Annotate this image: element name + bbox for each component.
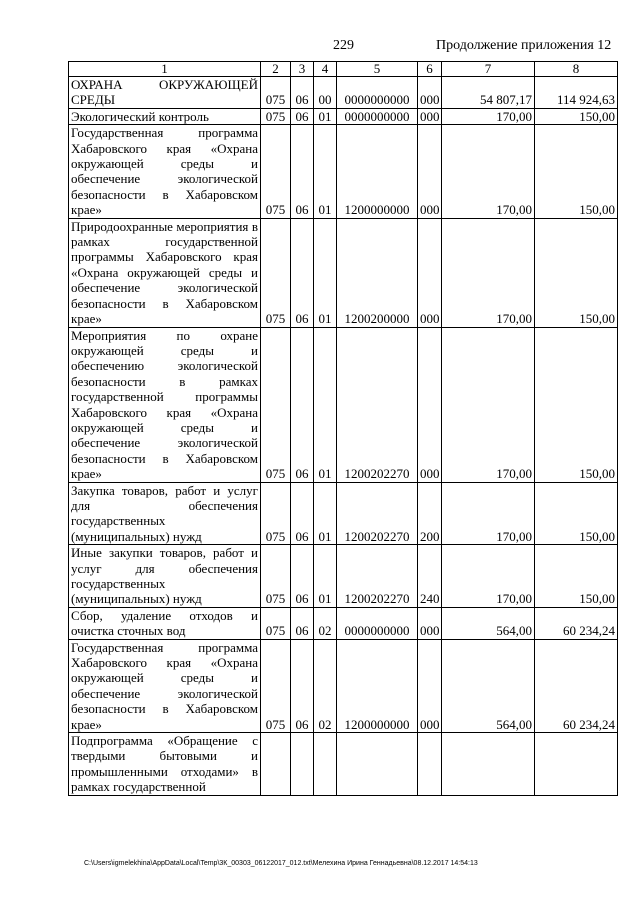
ministry-code-cell: 075 xyxy=(261,639,291,732)
column-number-header: 4 xyxy=(314,62,337,77)
column-number-header: 7 xyxy=(442,62,535,77)
amount-cell xyxy=(535,733,618,796)
expense-type-cell: 000 xyxy=(418,125,442,218)
ministry-code-cell xyxy=(261,733,291,796)
expense-type-cell xyxy=(418,733,442,796)
target-article-cell: 1200202270 xyxy=(337,482,418,545)
section-code-cell: 06 xyxy=(291,545,314,608)
target-article-cell: 0000000000 xyxy=(337,77,418,109)
table-row xyxy=(69,327,618,482)
amount-cell: 564,00 xyxy=(442,639,535,732)
subsection-code-cell: 02 xyxy=(314,607,337,639)
section-code-cell: 06 xyxy=(291,77,314,109)
column-number-header: 5 xyxy=(337,62,418,77)
row-name-cell: Иные закупки товаров, работ и услуг для обеспечения государственных (муниципальных) нужд xyxy=(69,545,261,608)
amount-cell: 150,00 xyxy=(535,482,618,545)
table-row xyxy=(69,733,618,796)
column-number-header: 3 xyxy=(291,62,314,77)
amount-cell: 170,00 xyxy=(442,482,535,545)
expense-type-cell: 000 xyxy=(418,108,442,124)
expense-type-cell: 240 xyxy=(418,545,442,608)
target-article-cell xyxy=(337,733,418,796)
subsection-code-cell: 01 xyxy=(314,218,337,327)
expense-type-cell: 000 xyxy=(418,327,442,482)
table-row xyxy=(69,125,618,218)
table-row xyxy=(69,545,618,608)
target-article-cell: 0000000000 xyxy=(337,607,418,639)
section-code-cell: 06 xyxy=(291,125,314,218)
amount-cell: 150,00 xyxy=(535,545,618,608)
row-name-cell: Экологический контроль xyxy=(69,108,261,124)
ministry-code-cell: 075 xyxy=(261,108,291,124)
amount-cell: 150,00 xyxy=(535,108,618,124)
section-code-cell: 06 xyxy=(291,639,314,732)
appendix-continuation-note: Продолжение приложения 12 xyxy=(436,38,612,53)
subsection-code-cell: 01 xyxy=(314,327,337,482)
amount-cell: 150,00 xyxy=(535,125,618,218)
amount-cell: 170,00 xyxy=(442,218,535,327)
amount-cell: 564,00 xyxy=(442,607,535,639)
budget-table-body xyxy=(69,62,618,796)
ministry-code-cell: 075 xyxy=(261,327,291,482)
row-name-cell: ОХРАНА ОКРУЖАЮЩЕЙ СРЕДЫ xyxy=(69,77,261,109)
table-row xyxy=(69,108,618,124)
table-header-row xyxy=(69,62,618,77)
amount-cell: 60 234,24 xyxy=(535,607,618,639)
section-code-cell: 06 xyxy=(291,607,314,639)
amount-cell xyxy=(442,733,535,796)
expense-type-cell: 000 xyxy=(418,77,442,109)
subsection-code-cell: 01 xyxy=(314,545,337,608)
file-path-footer: C:\Users\igmelekhina\AppData\Local\Temp\3К_00303_06122017_012.txt\Мелехина Ирина Геннадьевна\08.12.2017 14:54:13 xyxy=(84,860,478,867)
target-article-cell: 1200200000 xyxy=(337,218,418,327)
subsection-code-cell: 01 xyxy=(314,482,337,545)
ministry-code-cell: 075 xyxy=(261,482,291,545)
subsection-code-cell: 00 xyxy=(314,77,337,109)
table-row xyxy=(69,218,618,327)
expense-type-cell: 000 xyxy=(418,607,442,639)
row-name-cell: Природоохранные мероприятия в рамках государственной программы Хабаровского края «Охрана окружающей среды и обеспечение экологической безопасности в Хабаровском крае» xyxy=(69,218,261,327)
table-row xyxy=(69,77,618,109)
ministry-code-cell: 075 xyxy=(261,77,291,109)
section-code-cell: 06 xyxy=(291,482,314,545)
column-number-header: 1 xyxy=(69,62,261,77)
section-code-cell: 06 xyxy=(291,218,314,327)
amount-cell: 54 807,17 xyxy=(442,77,535,109)
ministry-code-cell: 075 xyxy=(261,218,291,327)
section-code-cell: 06 xyxy=(291,108,314,124)
amount-cell: 60 234,24 xyxy=(535,639,618,732)
target-article-cell: 1200202270 xyxy=(337,545,418,608)
amount-cell: 170,00 xyxy=(442,125,535,218)
amount-cell: 114 924,63 xyxy=(535,77,618,109)
ministry-code-cell: 075 xyxy=(261,125,291,218)
budget-table xyxy=(68,61,618,796)
page-number: 229 xyxy=(333,38,354,53)
row-name-cell: Государственная программа Хабаровского края «Охрана окружающей среды и обеспечение экологической безопасности в Хабаровском крае» xyxy=(69,125,261,218)
column-number-header: 8 xyxy=(535,62,618,77)
expense-type-cell: 200 xyxy=(418,482,442,545)
expense-type-cell: 000 xyxy=(418,639,442,732)
row-name-cell: Сбор, удаление отходов и очистка сточных вод xyxy=(69,607,261,639)
row-name-cell: Закупка товаров, работ и услуг для обеспечения государственных (муниципальных) нужд xyxy=(69,482,261,545)
subsection-code-cell: 01 xyxy=(314,108,337,124)
table-row xyxy=(69,482,618,545)
section-code-cell: 06 xyxy=(291,327,314,482)
table-row xyxy=(69,607,618,639)
ministry-code-cell: 075 xyxy=(261,607,291,639)
column-number-header: 6 xyxy=(418,62,442,77)
target-article-cell: 1200202270 xyxy=(337,327,418,482)
subsection-code-cell: 01 xyxy=(314,125,337,218)
subsection-code-cell xyxy=(314,733,337,796)
amount-cell: 170,00 xyxy=(442,327,535,482)
column-number-header: 2 xyxy=(261,62,291,77)
target-article-cell: 1200000000 xyxy=(337,125,418,218)
ministry-code-cell: 075 xyxy=(261,545,291,608)
row-name-cell: Подпрограмма «Обращение с твердыми бытовыми и промышленными отходами» в рамках государственной xyxy=(69,733,261,796)
table-row xyxy=(69,639,618,732)
section-code-cell xyxy=(291,733,314,796)
amount-cell: 170,00 xyxy=(442,545,535,608)
amount-cell: 150,00 xyxy=(535,327,618,482)
target-article-cell: 1200000000 xyxy=(337,639,418,732)
target-article-cell: 0000000000 xyxy=(337,108,418,124)
expense-type-cell: 000 xyxy=(418,218,442,327)
row-name-cell: Мероприятия по охране окружающей среды и обеспечению экологической безопасности в рамках государственной программы Хабаровского края «Охрана окружающей среды и обеспечение экологической безопасности в Хабаровском крае» xyxy=(69,327,261,482)
amount-cell: 170,00 xyxy=(442,108,535,124)
amount-cell: 150,00 xyxy=(535,218,618,327)
row-name-cell: Государственная программа Хабаровского края «Охрана окружающей среды и обеспечение экологической безопасности в Хабаровском крае» xyxy=(69,639,261,732)
subsection-code-cell: 02 xyxy=(314,639,337,732)
